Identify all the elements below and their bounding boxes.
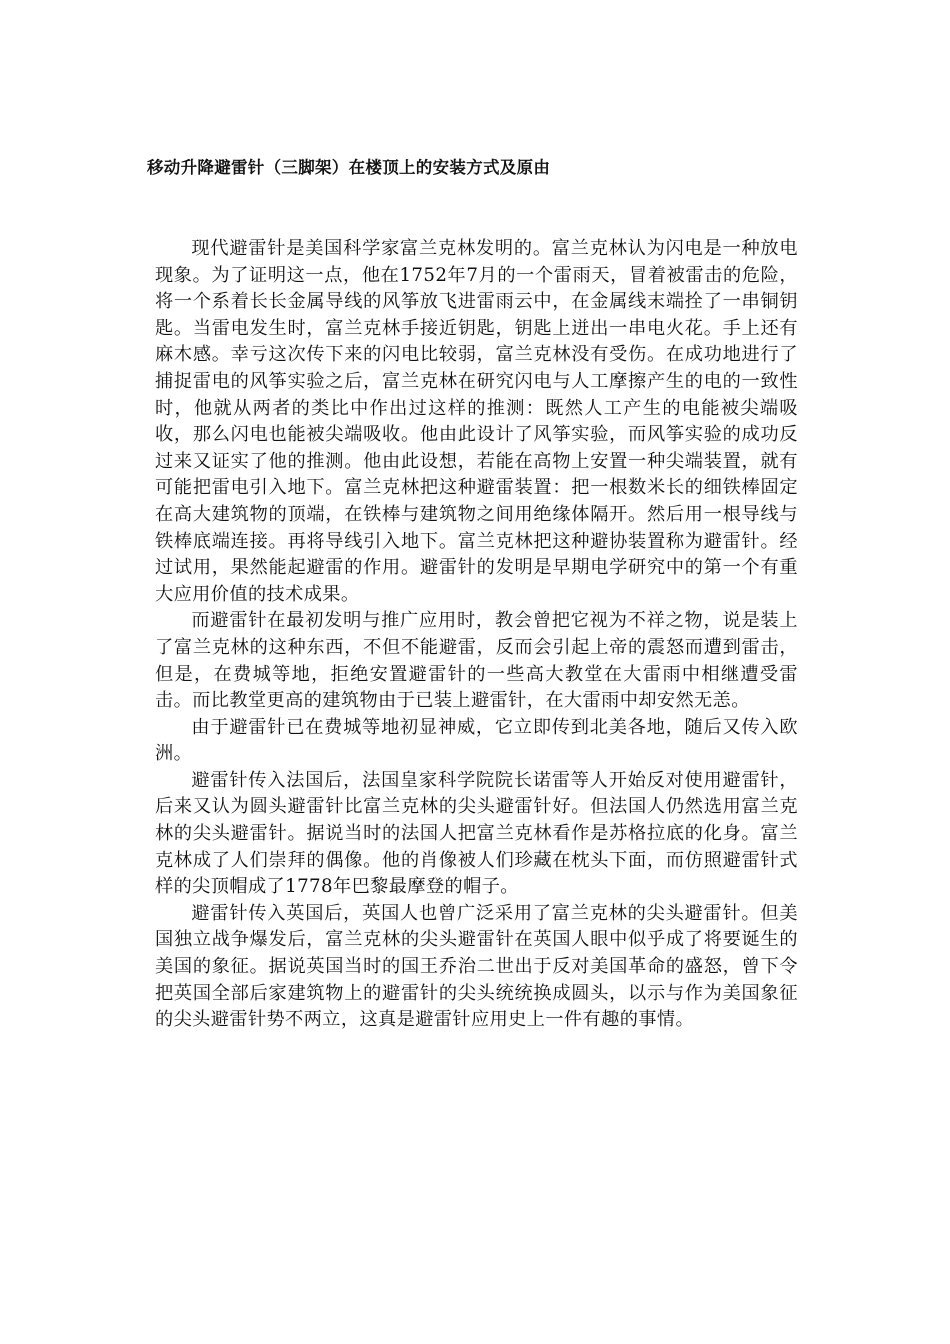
paragraph-england: 避雷针传入英国后，英国人也曾广泛采用了富兰克林的尖头避雷针。但美国独立战争爆发后，富兰克林的尖头避雷针在英国人眼中似乎成了将要诞生的美国的象征。据说英国当时的国王乔治二世出于反对美国革命的盛怒，曾下令把英国全部后家建筑物上的避雷针的尖头统统换成圆头，以示与作为美国象征的尖头避雷针势不两立，这真是避雷针应用史上一件有趣的事情。 [155, 902, 798, 1031]
paragraph-invention: 现代避雷针是美国科学家富兰克林发明的。富兰克林认为闪电是一种放电现象。为了证明这一点，他在1752年7月的一个雷雨天，冒着被雷击的危险，将一个系着长长金属导线的风筝放飞进雷雨云中，在金属线末端拴了一串铜钥匙。当雷电发生时，富兰克林手接近钥匙，钥匙上迸出一串电火花。手上还有麻木感。幸亏这次传下来的闪电比较弱，富兰克林没有受伤。在成功地进行了捕捉雷电的风筝实验之后，富兰克林在研究闪电与人工摩擦产生的电的一致性时，他就从两者的类比中作出过这样的推测：既然人工产生的电能被尖端吸收，那么闪电也能被尖端吸收。他由此设计了风筝实验，而风筝实验的成功反过来又证实了他的推测。他由此设想，若能在高物上安置一种尖端装置，就有可能把雷电引入地下。富兰克林把这种避雷装置：把一根数米长的细铁棒固定在高大建筑物的顶端，在铁棒与建筑物之间用绝缘体隔开。然后用一根导线与铁棒底端连接。再将导线引入地下。富兰克林把这种避协装置称为避雷针。经过试用，果然能起避雷的作用。避雷针的发明是早期电学研究中的第一个有重大应用价值的技术成果。 [155, 238, 798, 605]
paragraph-church-opposition: 而避雷针在最初发明与推广应用时，教会曾把它视为不祥之物，说是装上了富兰克林的这种东西，不但不能避雷，反而会引起上帝的震怒而遭到雷击，但是，在费城等地，拒绝安置避雷针的一些高大教堂在大雷雨中相继遭受雷击。而比教堂更高的建筑物由于已装上避雷针，在大雷雨中却安然无恙。 [155, 610, 798, 712]
document-title: 移动升降避雷针（三脚架）在楼顶上的安装方式及原由 [147, 158, 551, 177]
paragraph-spread-to-europe: 由于避雷针已在费城等地初显神威，它立即传到北美各地，随后又传入欧洲。 [155, 716, 798, 765]
document-body [155, 236, 798, 1034]
paragraph-france: 避雷针传入法国后，法国皇家科学院院长诺雷等人开始反对使用避雷针，后来又认为圆头避雷针比富兰克林的尖头避雷针好。但法国人仍然选用富兰克林的尖头避雷针。据说当时的法国人把富兰克林看作是苏格拉底的化身。富兰克林成了人们崇拜的偶像。他的肖像被人们珍藏在枕头下面，而仿照避雷针式样的尖顶帽成了1778年巴黎最摩登的帽子。 [155, 769, 798, 898]
